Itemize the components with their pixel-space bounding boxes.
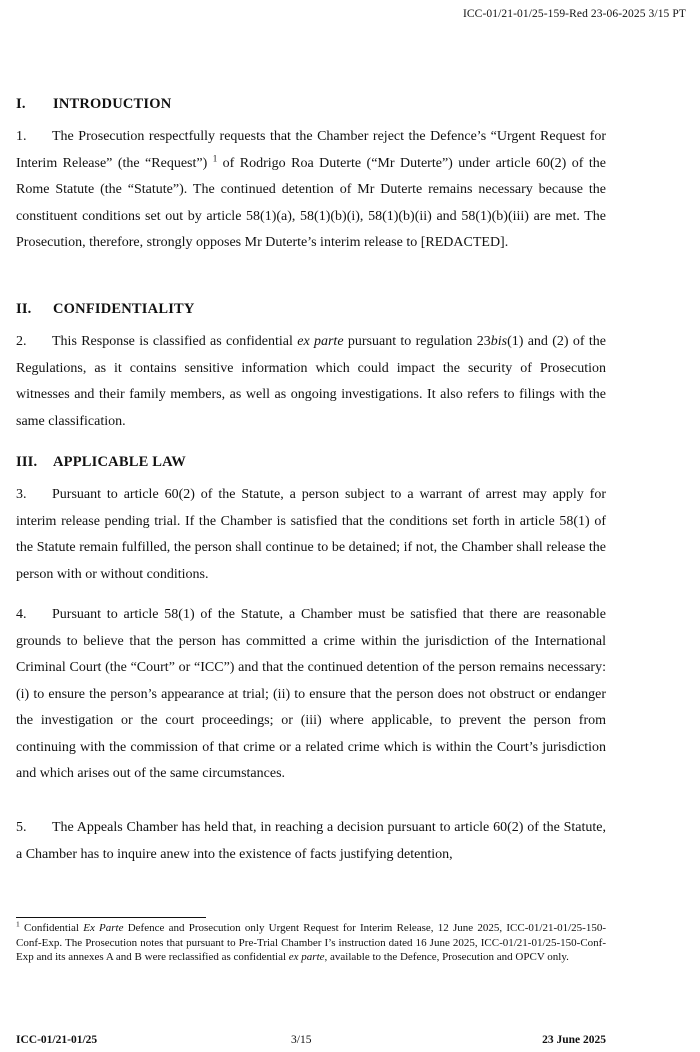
section-title: APPLICABLE LAW [53,454,186,470]
italic-term: Ex Parte [83,922,124,934]
paragraph-text: pursuant to regulation 23 [343,334,491,349]
paragraph-4 [16,602,606,788]
footer-page-number: 3/15 [291,1034,312,1046]
section-number: I. [16,96,26,112]
paragraph-number: 1. [16,129,27,144]
paragraph-text: of Rodrigo Roa Duterte (“Mr Duterte”) under article 60(2) of the Rome Statute (the “Statute”). The continued detention of Mr Duterte remains necessary because the constituent conditions set out by article 58(1)(a), 58(1)(b)(i), 58(1)(b)(ii) and 58(1)(b)(iii) are met. The Prosecution, therefore, strongly opposes Mr Duterte’s interim release to [REDACTED]. [16,155,606,250]
paragraph-text: Pursuant to article 58(1) of the Statute, a Chamber must be satisfied that there are reasonable grounds to believe that the person has committed a crime within the jurisdiction of the International Criminal Court (the “Court” or “ICC”) and that the continued detention of the person remains necessary: (i) to ensure the person’s appearance at trial; (ii) to ensure that the person does not obstruct or endanger the investigation or the court proceedings; or (iii) where applicable, to prevent the person from continuing with the commission of that crime or a related crime which is within the Court’s jurisdiction and which arises out of the same circumstances. [16,607,606,781]
italic-term: bis [490,334,508,349]
paragraph-2 [16,329,606,435]
section-title: INTRODUCTION [53,96,172,112]
paragraph-text: (1) and (2) of the Regulations, as it contains sensitive information which could impact the security of Prosecution witnesses and their family members, as well as ongoing investigations. It also refers to filings with the same classification. [16,334,606,429]
document-reference: ICC-01/21-01/25-159-Red 23-06-2025 3/15 PT [462,8,686,20]
paragraph-text: The Appeals Chamber has held that, in reaching a decision pursuant to article 60(2) of the Statute, a Chamber has to inquire anew into the existence of facts justifying detention, [16,820,606,862]
footer-date: 23 June 2025 [542,1034,606,1046]
paragraph-text: This Response is classified as confidential [52,334,298,349]
section-heading-introduction [16,96,171,113]
footnote-ref: 1 [212,152,218,163]
footnote-1 [16,921,606,965]
paragraph-number: 4. [16,607,27,622]
italic-term: ex parte [297,334,344,349]
section-number: II. [16,301,32,317]
paragraph-text: The Prosecution respectfully requests that the Chamber reject the Defence’s “Urgent Request for Interim Release” (the “Request”) [16,129,606,171]
footnote-text: , available to the Defence, Prosecution and OPCV only. [324,951,569,963]
paragraph-1 [16,124,606,257]
paragraph-5 [16,815,606,868]
footnote-number: 1 [16,919,20,929]
footnote-divider [16,917,206,918]
section-title: CONFIDENTIALITY [53,301,195,317]
section-heading-applicable-law [16,454,186,471]
section-heading-confidentiality [16,301,195,318]
paragraph-number: 3. [16,487,27,502]
footer-case-number: ICC-01/21-01/25 [16,1034,98,1046]
paragraph-number: 5. [16,820,27,835]
italic-term: ex parte [288,951,325,963]
section-number: III. [16,454,38,470]
paragraph-3 [16,482,606,588]
footnote-text: Defence and Prosecution only Urgent Request for Interim Release, 12 June 2025, ICC-01/21-01/25-150-Conf-Exp. The Prosecution notes that pursuant to Pre-Trial Chamber I’s instruction dated 16 June 2025, ICC-01/21-01/25-150-Conf-Exp and its annexes A and B were reclassified as confidential [16,922,606,963]
paragraph-text: Pursuant to article 60(2) of the Statute, a person subject to a warrant of arrest may apply for interim release pending trial. If the Chamber is satisfied that the conditions set forth in article 58(1) of the Statute remain fulfilled, the person shall continue to be detained; if not, the Chamber shall release the person with or without conditions. [16,487,606,582]
footnote-text: Confidential [19,922,84,934]
paragraph-number: 2. [16,334,27,349]
